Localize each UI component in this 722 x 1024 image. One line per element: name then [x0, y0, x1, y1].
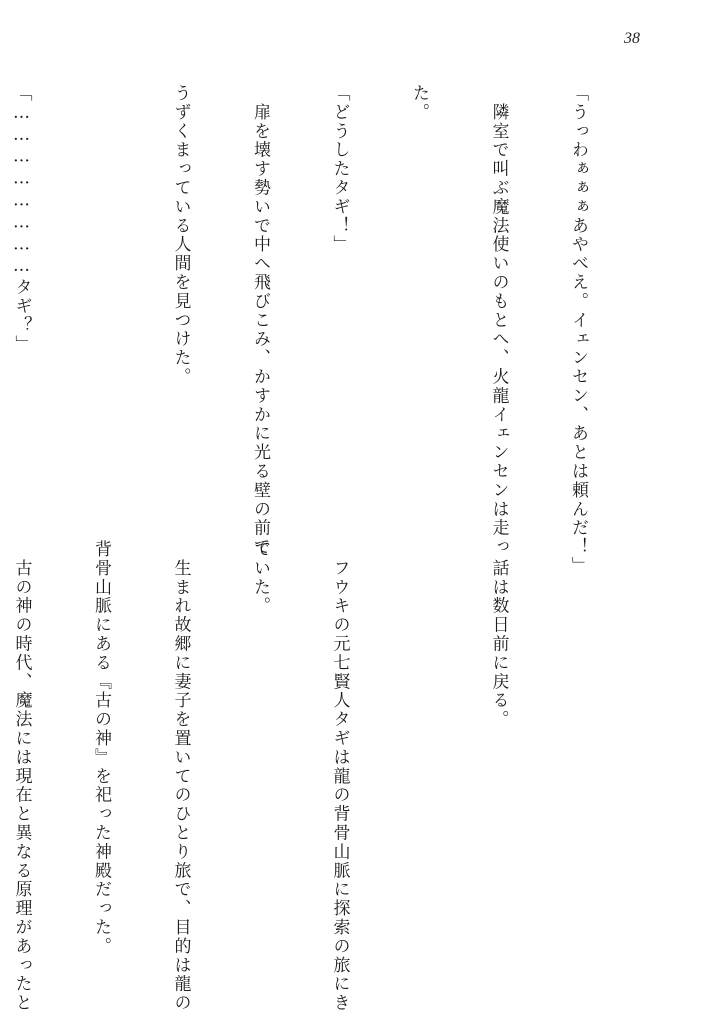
text-line: 「うっわぁぁぁあやべえ。イェンセン、あとは頼んだ！」 — [568, 84, 588, 576]
page-number: 38 — [624, 30, 640, 47]
text-line: うずくまっている人間を見つけた。 — [170, 84, 191, 387]
text-line: 「どうしたタギ！」 — [329, 84, 350, 255]
text-line: 隣室で叫ぶ魔法使いのもとへ、火龍イェンセンは走っ — [488, 84, 509, 557]
text-line: ていた。 — [250, 540, 270, 616]
text-line — [406, 540, 433, 950]
text-line: 「……………………タギ？」 — [11, 84, 32, 354]
lower-text-block — [0, 540, 644, 1013]
text-line: 生まれ故郷に妻子を置いてのひとり旅で、目的は龍の — [170, 540, 191, 1013]
text-line: 背骨山脈にある『古の神』を祀った神殿だった。 — [91, 540, 111, 956]
text-line — [88, 84, 115, 494]
text-line: 扉を壊す勢いで中へ飛びこみ、かすかに光る壁の前で — [250, 84, 270, 557]
text-line: た。 — [409, 84, 429, 122]
text-line: フウキの元七賢人タギは龍の背骨山脈に探索の旅にき — [329, 540, 350, 1013]
text-line — [565, 540, 592, 950]
text-line: 古の神の時代、魔法には現在と異なる原理があったと — [11, 540, 32, 1013]
text-line: 話は数日前に戻る。 — [488, 540, 509, 729]
upper-text-block — [0, 84, 644, 576]
